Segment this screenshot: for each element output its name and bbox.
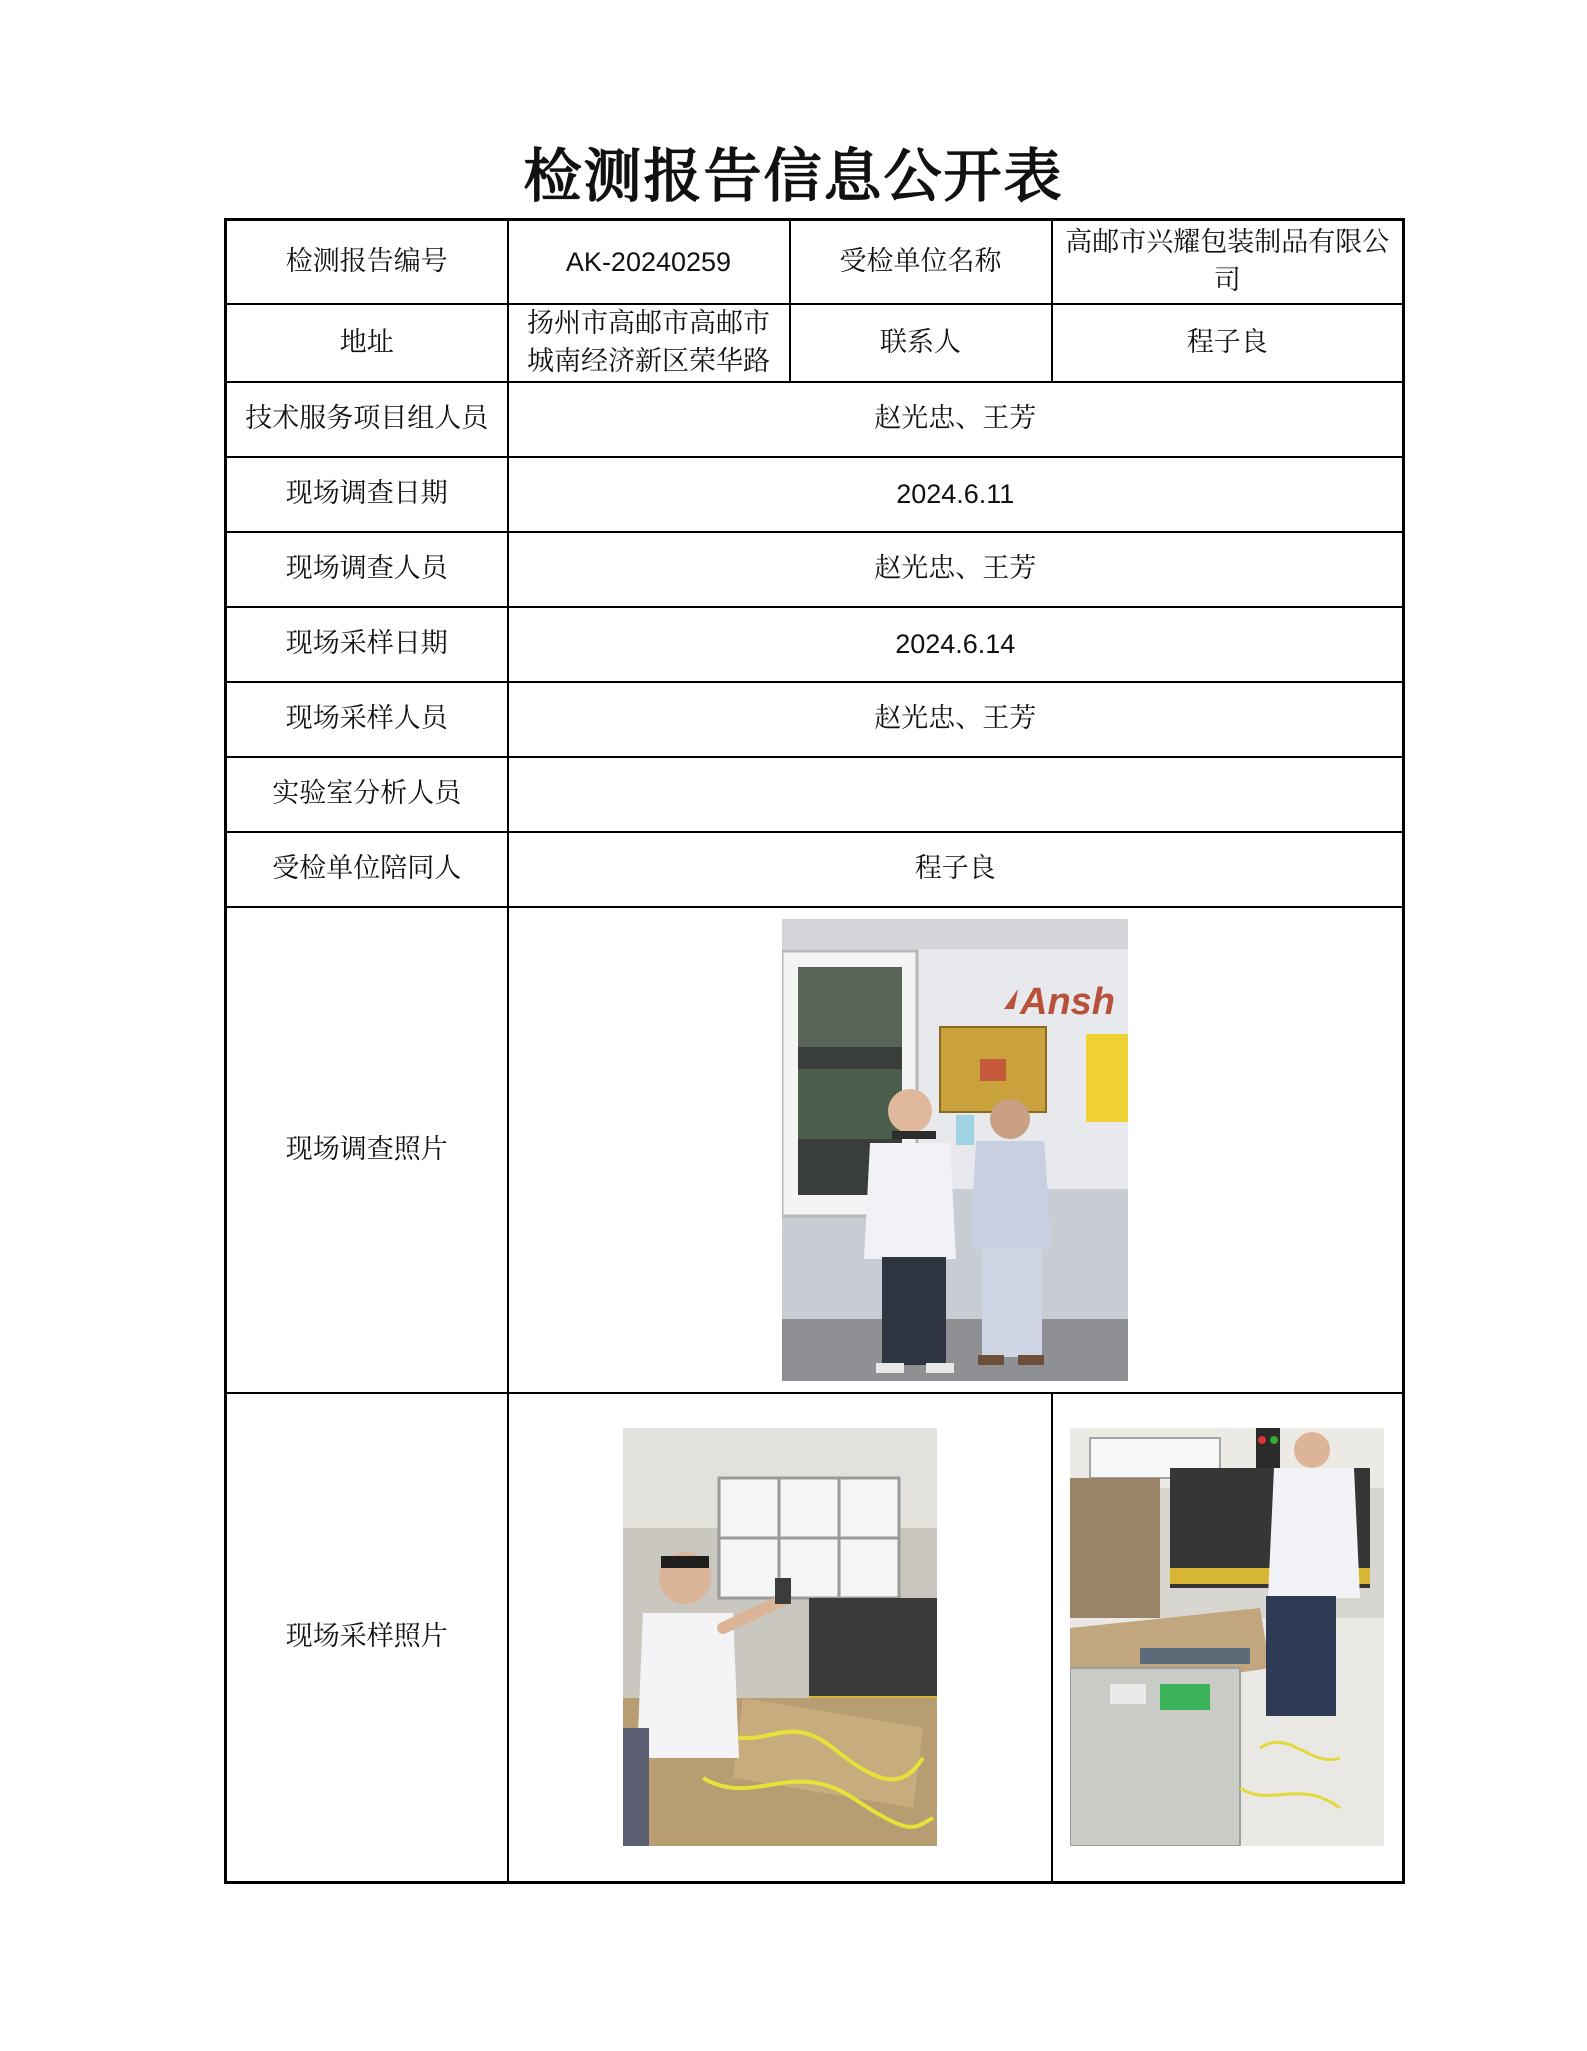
sampling-photo-left-image: [623, 1428, 937, 1846]
row-sampling-staff: [226, 682, 1404, 757]
survey-staff-label: 现场调查人员: [226, 532, 508, 607]
document-title: 检测报告信息公开表: [523, 142, 1064, 210]
report-number-value: AK-20240259: [508, 220, 790, 304]
row-survey-photo: [226, 907, 1404, 1393]
sampling-staff-label: 现场采样人员: [226, 682, 508, 757]
sampling-photo-left: [623, 1428, 937, 1846]
sampling-photo-right-image: [1070, 1428, 1384, 1846]
lab-staff-label: 实验室分析人员: [226, 757, 508, 832]
sampling-photo-label: 现场采样照片: [226, 1393, 508, 1883]
sampling-photo-cell-right: [1052, 1393, 1404, 1883]
sampling-staff-value: 赵光忠、王芳: [508, 682, 1404, 757]
survey-photo-label: 现场调查照片: [226, 907, 508, 1393]
row-lab-staff: [226, 757, 1404, 832]
sampling-photo-right: [1070, 1428, 1384, 1846]
unit-name-value: 高邮市兴耀包装制品有限公司: [1052, 220, 1404, 304]
sampling-photo-cell-left: [508, 1393, 1052, 1883]
report-number-label: 检测报告编号: [226, 220, 508, 304]
row-sampling-date: [226, 607, 1404, 682]
team-label: 技术服务项目组人员: [226, 382, 508, 457]
contact-label: 联系人: [790, 304, 1052, 382]
report-info-table: [224, 218, 1405, 1884]
survey-photo-cell: [508, 907, 1404, 1393]
escort-label: 受检单位陪同人: [226, 832, 508, 907]
sampling-date-label: 现场采样日期: [226, 607, 508, 682]
row-survey-staff: [226, 532, 1404, 607]
lab-staff-value: [508, 757, 1404, 832]
survey-date-label: 现场调查日期: [226, 457, 508, 532]
row-escort: [226, 832, 1404, 907]
escort-value: 程子良: [508, 832, 1404, 907]
contact-value: 程子良: [1052, 304, 1404, 382]
row-address: [226, 304, 1404, 382]
address-value: 扬州市高邮市高邮市城南经济新区荣华路: [508, 304, 790, 382]
survey-photo: [782, 919, 1128, 1381]
survey-photo-sign-text: Ansh: [1020, 980, 1116, 1023]
survey-date-value: 2024.6.11: [508, 457, 1404, 532]
address-label: 地址: [226, 304, 508, 382]
sampling-date-value: 2024.6.14: [508, 607, 1404, 682]
survey-photo-image: [782, 919, 1128, 1381]
unit-name-label: 受检单位名称: [790, 220, 1052, 304]
row-sampling-photo: [226, 1393, 1404, 1883]
survey-staff-value: 赵光忠、王芳: [508, 532, 1404, 607]
row-team: [226, 382, 1404, 457]
row-survey-date: [226, 457, 1404, 532]
row-report-number: [226, 220, 1404, 304]
team-value: 赵光忠、王芳: [508, 382, 1404, 457]
